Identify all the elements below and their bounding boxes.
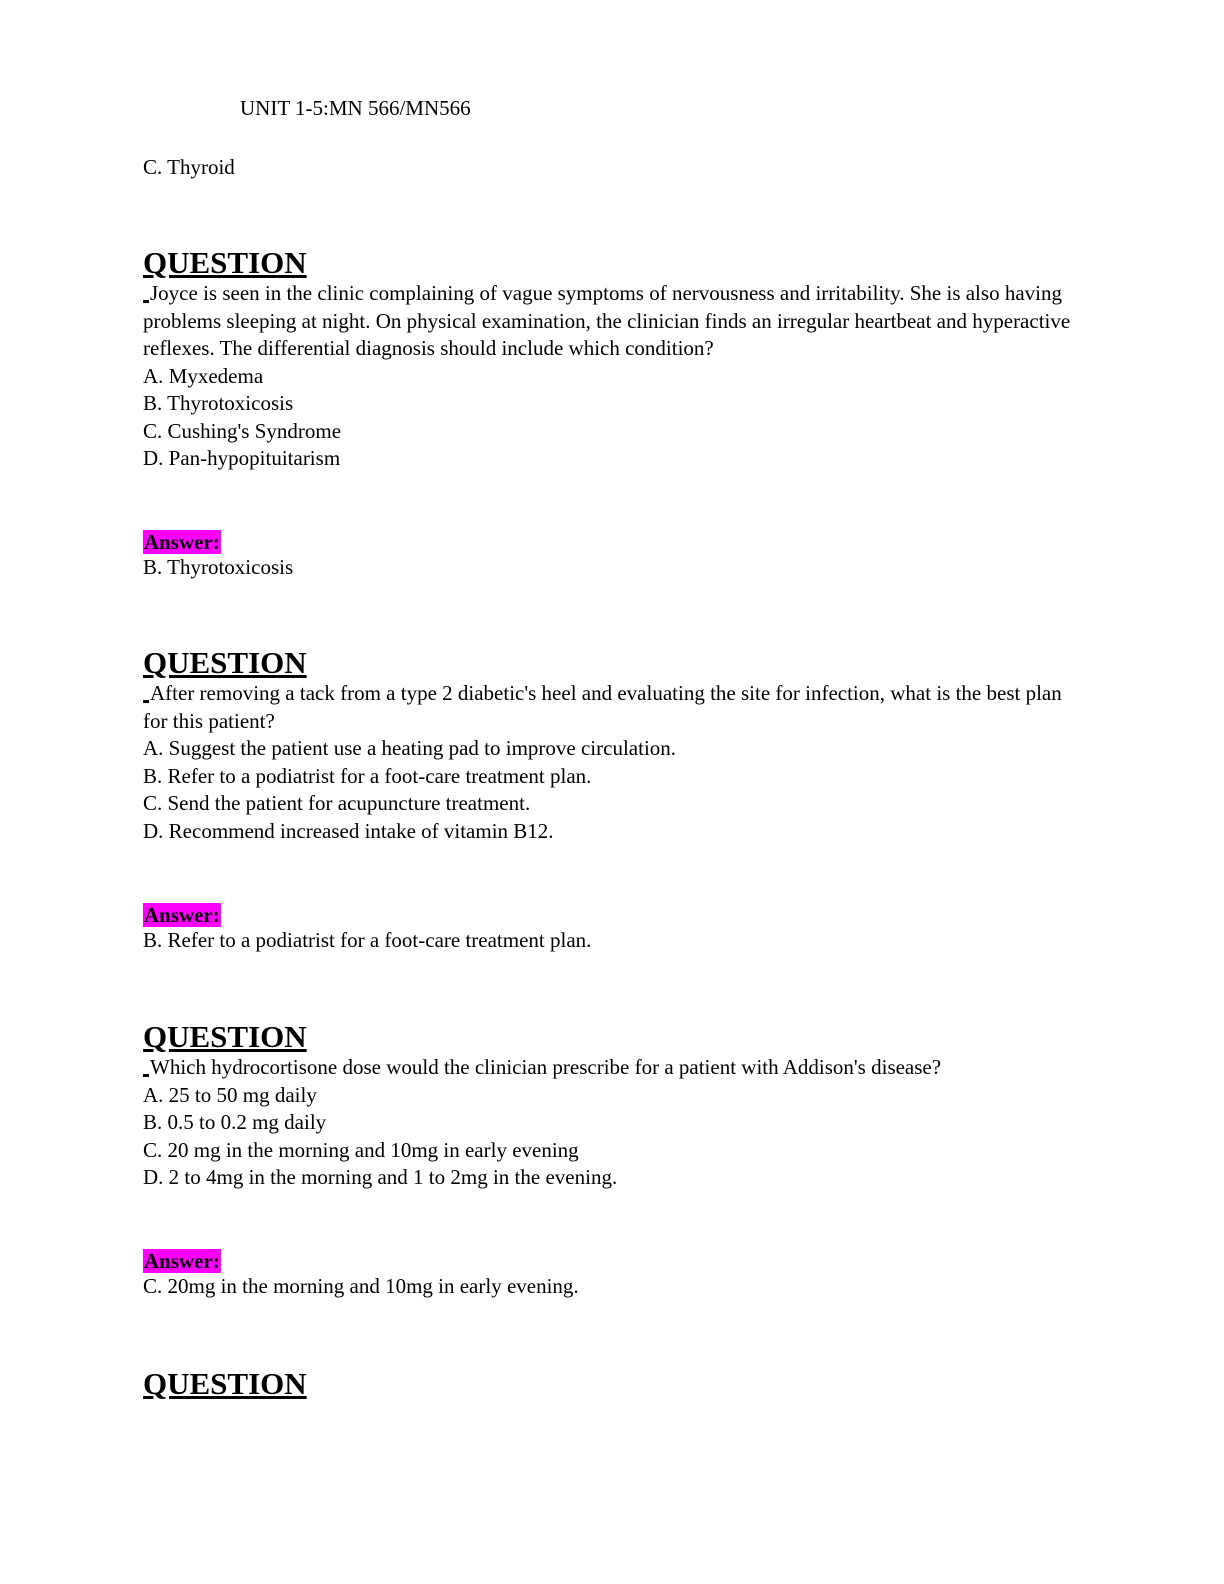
question-block-2: [143, 646, 1083, 845]
answer-option-d: D. Recommend increased intake of vitamin B12.: [143, 818, 554, 843]
answer-option-b: B. Thyrotoxicosis: [143, 391, 294, 415]
question-heading: QUESTION: [143, 1019, 307, 1054]
answer-label: Answer:: [144, 530, 220, 554]
previous-answer-text: C. Thyroid: [143, 155, 235, 179]
answer-option-a: A. 25 to 50 mg daily: [143, 1082, 317, 1107]
answer-label: Answer:: [144, 1249, 220, 1273]
answer-option-d: D. 2 to 4mg in the morning and 1 to 2mg in the evening.: [143, 1165, 618, 1189]
answer-block-3: [143, 1249, 1083, 1300]
answer-option-a: A. Myxedema: [143, 363, 264, 388]
question-heading: QUESTION: [143, 1366, 307, 1401]
question-text: Which hydrocortisone dose would the clinician prescribe for a patient with Addison's disease?: [143, 1054, 1083, 1082]
list-marker: [143, 1074, 149, 1077]
answer-option-c: C. Cushing's Syndrome: [143, 418, 342, 443]
question-text: After removing a tack from a type 2 diabetic's heel and evaluating the site for infection, what is the best plan for this patient?: [143, 681, 1062, 733]
answer-text: B. Thyrotoxicosis: [143, 555, 294, 579]
question-text: Joyce is seen in the clinic complaining of vague symptoms of nervousness and irritability. She is also having problems sleeping at night. On physical examination, the clinician finds an irregular heartbeat and hyperactive reflexes. The differential diagnosis should include which condition?: [143, 281, 1071, 360]
question-heading: QUESTION: [143, 645, 307, 680]
answer-option-c: C. Send the patient for acupuncture treatment.: [143, 791, 531, 815]
answer-option-d: D. Pan-hypopituitarism: [143, 446, 341, 470]
answer-label: Answer:: [144, 903, 220, 927]
list-marker: [143, 300, 149, 303]
answer-option-b: B. Refer to a podiatrist for a foot-care treatment plan.: [143, 763, 592, 788]
answer-text: C. 20mg in the morning and 10mg in early evening.: [143, 1274, 579, 1298]
running-header: UNIT 1-5:MN 566/MN566: [240, 96, 471, 120]
question-block-1: [143, 246, 1083, 473]
question-heading: QUESTION: [143, 245, 307, 280]
answer-block-1: [143, 530, 1083, 581]
answer-block-2: [143, 903, 1083, 954]
answer-option-c: C. 20 mg in the morning and 10mg in early evening: [143, 1137, 579, 1162]
list-marker: [143, 700, 149, 703]
question-block-3: [143, 1020, 1083, 1192]
question-block-4: [143, 1367, 1083, 1401]
answer-option-a: A. Suggest the patient use a heating pad to improve circulation.: [143, 736, 677, 760]
answer-text: B. Refer to a podiatrist for a foot-care treatment plan.: [143, 928, 592, 952]
answer-option-b: B. 0.5 to 0.2 mg daily: [143, 1110, 327, 1134]
